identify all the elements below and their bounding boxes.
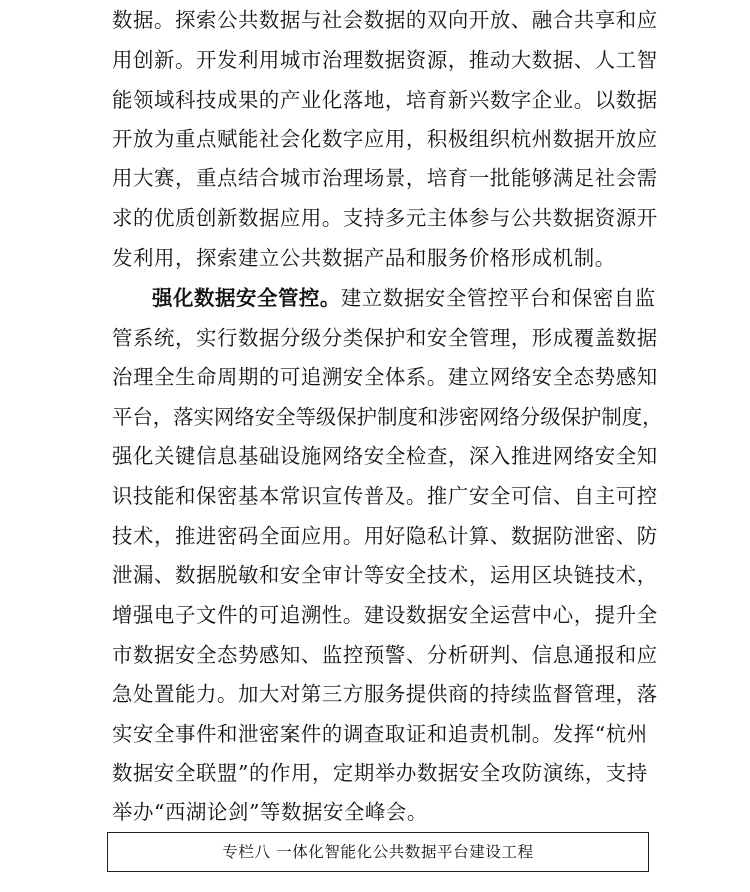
paragraph-line: 实安全事件和泄密案件的调查取证和追责机制。发挥“杭州 <box>112 722 648 746</box>
paragraph-first-line-text: 建立数据安全管控平台和保密自监 <box>340 286 656 310</box>
section-heading: 强化数据安全管控。 <box>152 286 341 310</box>
paragraph-line: 市数据安全态势感知、监控预警、分析研判、信息通报和应 <box>112 643 658 667</box>
paragraph-line: 用创新。开发利用城市治理数据资源，推动大数据、人工智 <box>112 48 658 72</box>
paragraph-line: 强化关键信息基础设施网络安全检查，深入推进网络安全知 <box>112 444 658 468</box>
paragraph-line: 平台，落实网络安全等级保护制度和涉密网络分级保护制度， <box>112 405 663 429</box>
paragraph-line: 开放为重点赋能社会化数字应用，积极组织杭州数据开放应 <box>112 127 658 151</box>
paragraph-line: 用大赛，重点结合城市治理场景，培育一批能够满足社会需 <box>112 166 658 190</box>
paragraph-line: 能领域科技成果的产业化落地，培育新兴数字企业。以数据 <box>112 88 658 112</box>
paragraph-line: 泄漏、数据脱敏和安全审计等安全技术，运用区块链技术， <box>112 563 658 587</box>
column-box <box>107 832 649 872</box>
paragraph-line: 数据。探索公共数据与社会数据的双向开放、融合共享和应 <box>112 8 658 32</box>
paragraph-line: 识技能和保密基本常识宣传普及。推广安全可信、自主可控 <box>112 484 658 508</box>
paragraph-line: 急处置能力。加大对第三方服务提供商的持续监督管理，落 <box>112 682 658 706</box>
paragraph-line: 治理全生命周期的可追溯安全体系。建立网络安全态势感知 <box>112 365 658 389</box>
paragraph-line: 数据安全联盟”的作用，定期举办数据安全攻防演练，支持 <box>112 761 648 785</box>
paragraph-first-line <box>152 278 656 318</box>
paragraph-line: 增强电子文件的可追溯性。建设数据安全运营中心，提升全 <box>112 603 658 627</box>
paragraph-line: 技术，推进密码全面应用。用好隐私计算、数据防泄密、防 <box>112 524 658 548</box>
paragraph-line: 求的优质创新数据应用。支持多元主体参与公共数据资源开 <box>112 206 658 230</box>
paragraph-line: 管系统，实行数据分级分类保护和安全管理，形成覆盖数据 <box>112 326 658 350</box>
paragraph-line: 发利用，探索建立公共数据产品和服务价格形成机制。 <box>112 246 616 270</box>
column-box-title: 专栏八 一体化智能化公共数据平台建设工程 <box>222 843 534 861</box>
paragraph-line: 举办“西湖论剑”等数据安全峰会。 <box>112 800 428 824</box>
